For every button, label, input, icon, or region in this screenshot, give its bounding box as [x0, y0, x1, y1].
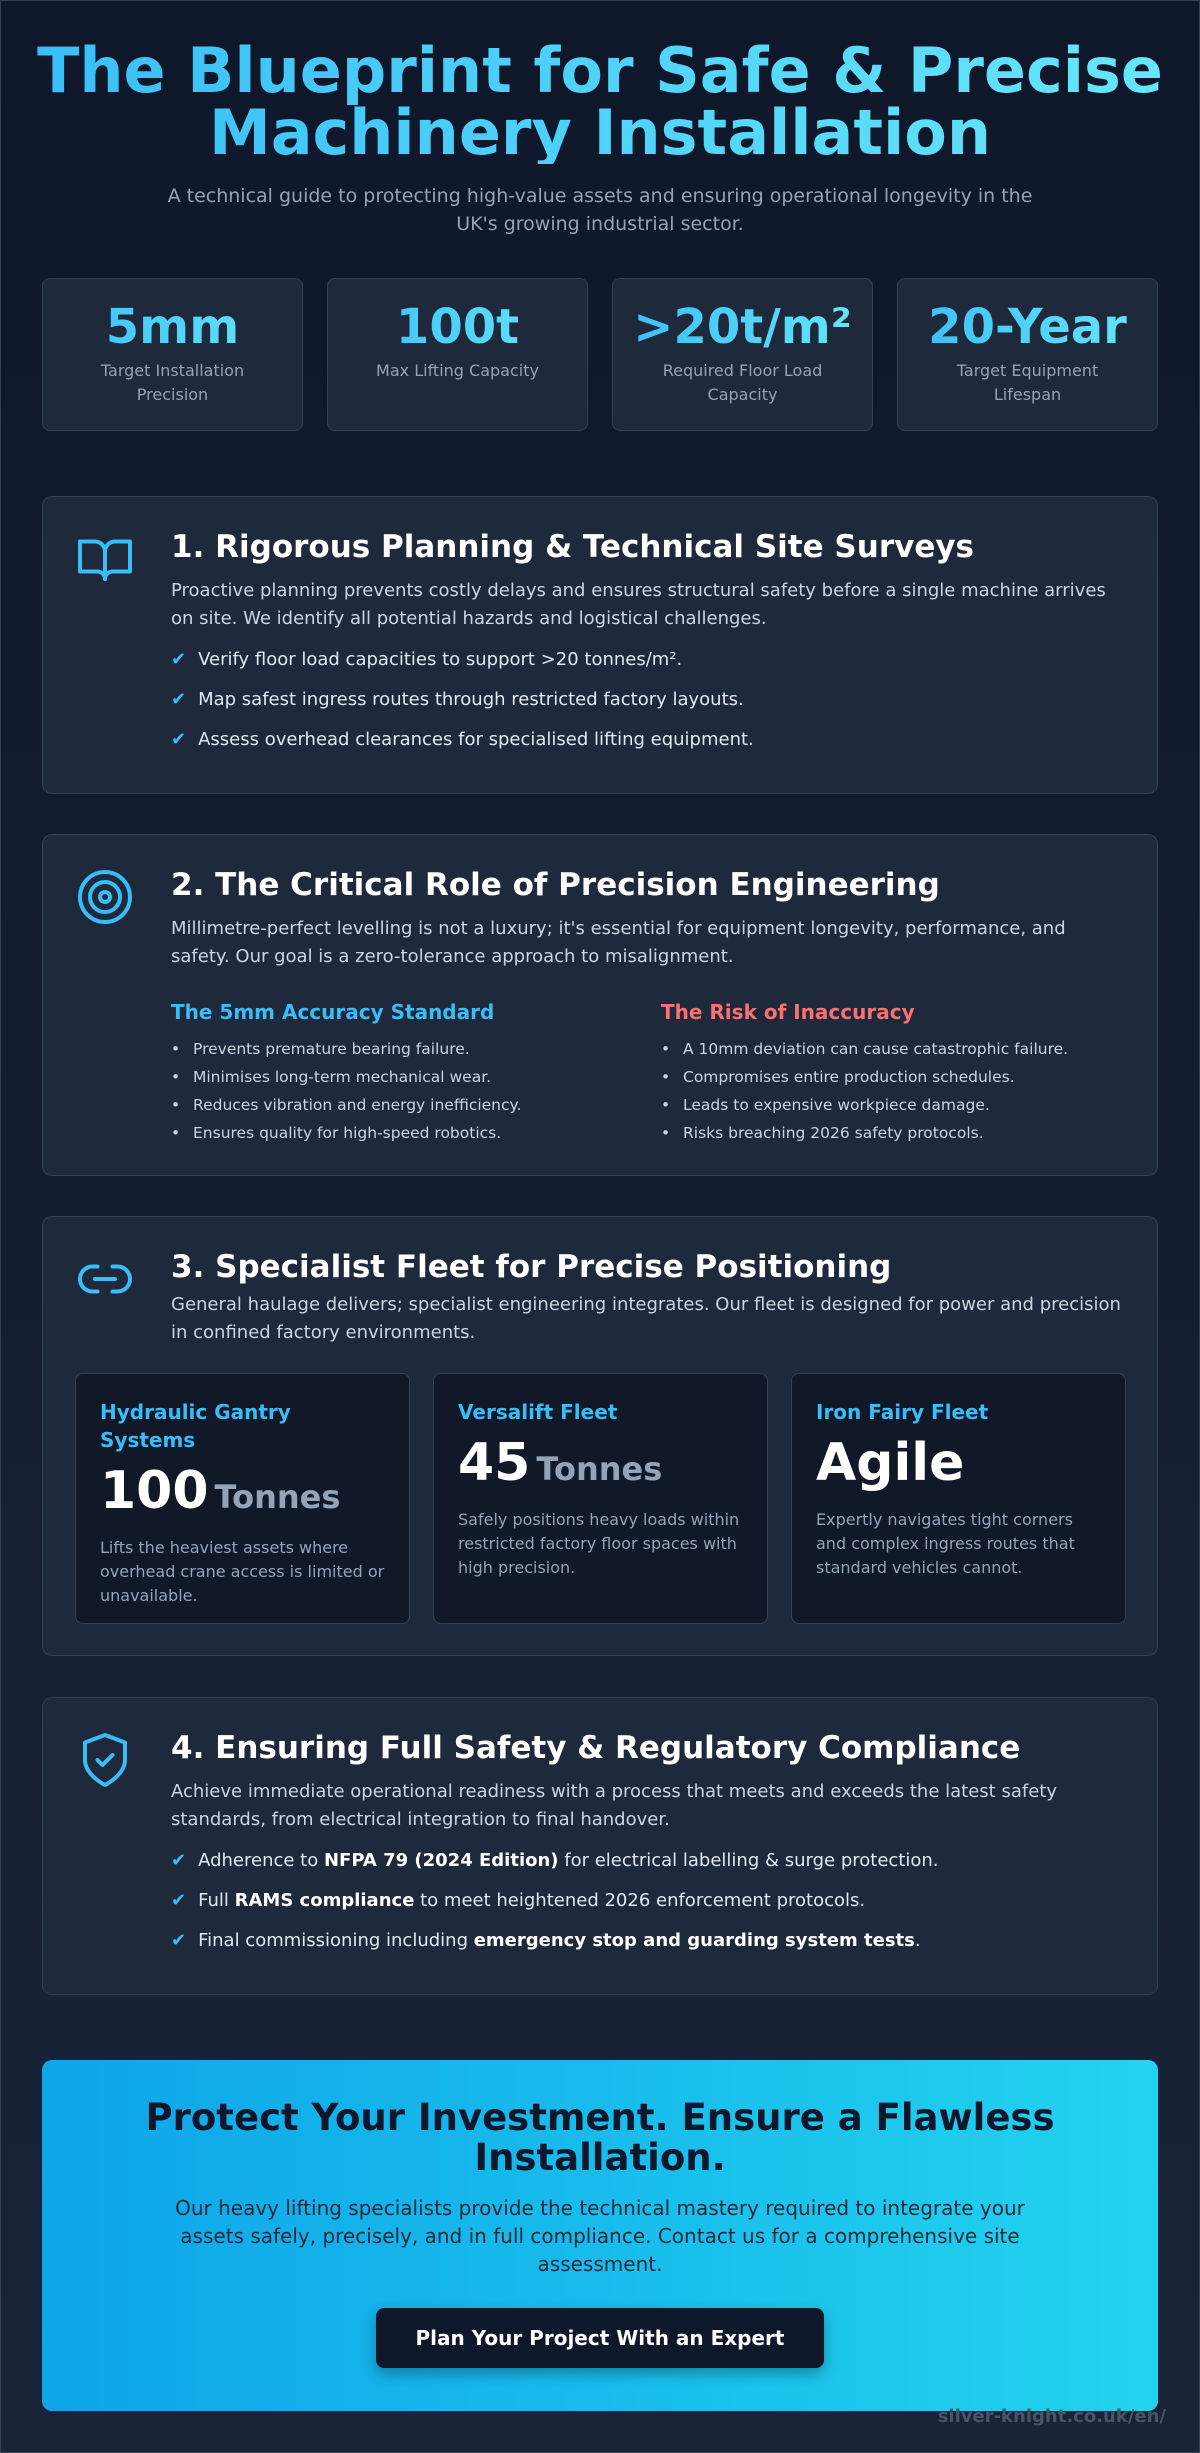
fleet-name: Versalift Fleet: [458, 1400, 618, 1424]
list-item-text: Risks breaching 2026 safety protocols.: [683, 1124, 984, 1142]
list-item-text: Leads to expensive workpiece damage.: [683, 1096, 990, 1114]
checklist-highlight: emergency stop and guarding system tests: [473, 1930, 915, 1951]
title-line-2: Machinery Installation: [209, 96, 991, 169]
page-title: [0, 34, 1200, 169]
check-icon: ✔: [171, 729, 187, 750]
stat-card: [897, 278, 1158, 431]
stat-value: 20-Year: [898, 301, 1157, 353]
hero: [0, 34, 1200, 238]
fleet-description: Expertly navigates tight corners and complex ingress routes that standard vehicles cannot.: [816, 1510, 1075, 1577]
list-item-text: Compromises entire production schedules.: [683, 1068, 1015, 1086]
page-subtitle: A technical guide to protecting high-value assets and ensuring operational longevity in the UK's growing industrial sector.: [167, 185, 1033, 235]
column-heading: The 5mm Accuracy Standard: [171, 1000, 495, 1024]
stat-card: [612, 278, 873, 431]
title-line-1: The Blueprint for Safe & Precise: [37, 34, 1163, 107]
stat-value: 5mm: [43, 301, 302, 353]
fleet-capacity: [100, 1462, 385, 1526]
list-item: • Minimises long-term mechanical wear.: [171, 1068, 492, 1086]
fleet-card-gantry: [75, 1373, 410, 1624]
fleet-capacity: [816, 1434, 1101, 1498]
cta-text: Our heavy lifting specialists provide the technical mastery required to integrate your assets safely, precisely, and in full compliance. Contact us for a comprehensive site assessment.: [175, 2196, 1025, 2276]
risk-column: [661, 999, 1131, 1147]
list-item: • Compromises entire production schedules.: [661, 1068, 1015, 1086]
fleet-value: 45: [458, 1433, 531, 1493]
fleet-value: 100: [100, 1461, 209, 1521]
check-icon: ✔: [171, 1890, 187, 1911]
checklist-text: Final commissioning including: [198, 1930, 474, 1951]
fleet-name: Iron Fairy Fleet: [816, 1400, 989, 1424]
stat-label: Target Equipment Lifespan: [956, 361, 1099, 404]
checklist-item: [171, 647, 1125, 673]
checklist-item: [171, 1928, 1125, 1954]
book-icon: [75, 529, 135, 589]
list-item: • Ensures quality for high-speed robotics.: [171, 1124, 502, 1142]
section-precision: [42, 834, 1158, 1176]
list-item: • Risks breaching 2026 safety protocols.: [661, 1124, 984, 1142]
fleet-unit: Tonnes: [536, 1450, 663, 1488]
checklist-highlight: RAMS compliance: [234, 1890, 415, 1911]
shield-check-icon: [75, 1730, 135, 1790]
section-title: 4. Ensuring Full Safety & Regulatory Compliance: [171, 1730, 1021, 1766]
stat-card: [327, 278, 588, 431]
fleet-unit: Tonnes: [214, 1478, 341, 1516]
check-icon: ✔: [171, 1930, 187, 1951]
accuracy-column: [171, 999, 641, 1147]
checklist-text: for electrical labelling & surge protection.: [558, 1850, 939, 1871]
fleet-value: Agile: [816, 1433, 965, 1493]
list-item-text: Reduces vibration and energy inefficiency.: [193, 1096, 522, 1114]
checklist-item: [171, 1888, 1125, 1914]
list-item: • A 10mm deviation can cause catastrophic failure.: [661, 1040, 1069, 1058]
fleet-description: Lifts the heaviest assets where overhead crane access is limited or unavailable.: [100, 1538, 385, 1605]
section-description: Proactive planning prevents costly delays and ensures structural safety before a single machine arrives on site. We identify all potential hazards and logistical challenges.: [171, 580, 1106, 629]
comparison-columns: [171, 999, 1125, 1149]
list-item-text: Ensures quality for high-speed robotics.: [193, 1124, 502, 1142]
fleet-card-versalift: [433, 1373, 768, 1624]
cta-title: Protect Your Investment. Ensure a Flawless Installation.: [145, 2096, 1055, 2179]
plan-project-button[interactable]: Plan Your Project With an Expert: [376, 2308, 824, 2368]
stat-label: Required Floor Load Capacity: [662, 361, 823, 404]
truck-icon: [75, 1249, 135, 1309]
checklist-item: [171, 727, 1125, 753]
checklist-text: .: [914, 1930, 921, 1951]
checklist: [171, 647, 1125, 753]
section-compliance: [42, 1697, 1158, 1995]
stat-label: Max Lifting Capacity: [376, 361, 539, 380]
list-item: • Reduces vibration and energy inefficiency.: [171, 1096, 522, 1114]
checklist-item: [171, 1848, 1125, 1874]
cta-banner: [42, 2060, 1158, 2411]
stat-value: 100t: [328, 301, 587, 353]
fleet-card-iron-fairy: [791, 1373, 1126, 1624]
stats-row: [42, 278, 1158, 431]
target-icon: [75, 867, 135, 927]
section-fleet: [42, 1216, 1158, 1656]
checklist-text: to meet heightened 2026 enforcement protocols.: [414, 1890, 866, 1911]
stat-value: >20t/m²: [613, 301, 872, 353]
checklist-highlight: NFPA 79 (2024 Edition): [323, 1850, 559, 1871]
section-description: Achieve immediate operational readiness with a process that meets and exceeds the latest safety standards, from electrical integration to final handover.: [171, 1781, 1057, 1830]
checklist-text: Assess overhead clearances for specialised lifting equipment.: [198, 729, 754, 750]
fleet-description: Safely positions heavy loads within restricted factory floor spaces with high precision.: [458, 1510, 740, 1577]
checklist-item: [171, 687, 1125, 713]
section-title: 2. The Critical Role of Precision Engineering: [171, 867, 940, 903]
list-item-text: Prevents premature bearing failure.: [193, 1040, 470, 1058]
list-item-text: A 10mm deviation can cause catastrophic failure.: [683, 1040, 1069, 1058]
section-planning: [42, 496, 1158, 794]
column-heading: The Risk of Inaccuracy: [661, 1000, 915, 1024]
section-description: Millimetre-perfect levelling is not a luxury; it's essential for equipment longevity, performance, and safety. Our goal is a zero-tolerance approach to misalignment.: [171, 918, 1066, 967]
list-item: • Leads to expensive workpiece damage.: [661, 1096, 990, 1114]
checklist: [171, 1848, 1125, 1954]
checklist-text: Full: [198, 1890, 235, 1911]
check-icon: ✔: [171, 649, 187, 670]
fleet-capacity: [458, 1434, 743, 1498]
footer-url: silver-knight.co.uk/en/: [937, 2406, 1166, 2427]
list-item: • Prevents premature bearing failure.: [171, 1040, 470, 1058]
checklist-text: Verify floor load capacities to support >20 tonnes/m².: [198, 649, 683, 670]
fleet-name: Hydraulic Gantry Systems: [100, 1400, 291, 1452]
section-title: 3. Specialist Fleet for Precise Positioning: [171, 1249, 892, 1285]
section-description: General haulage delivers; specialist engineering integrates. Our fleet is designed for power and precision in confined factory environments.: [171, 1294, 1121, 1343]
list-item-text: Minimises long-term mechanical wear.: [193, 1068, 492, 1086]
checklist-text: Map safest ingress routes through restricted factory layouts.: [198, 689, 744, 710]
section-title: 1. Rigorous Planning & Technical Site Surveys: [171, 529, 975, 565]
checklist-text: Adherence to: [198, 1850, 324, 1871]
stat-label: Target Installation Precision: [100, 361, 245, 404]
check-icon: ✔: [171, 1850, 187, 1871]
stat-card: [42, 278, 303, 431]
check-icon: ✔: [171, 689, 187, 710]
